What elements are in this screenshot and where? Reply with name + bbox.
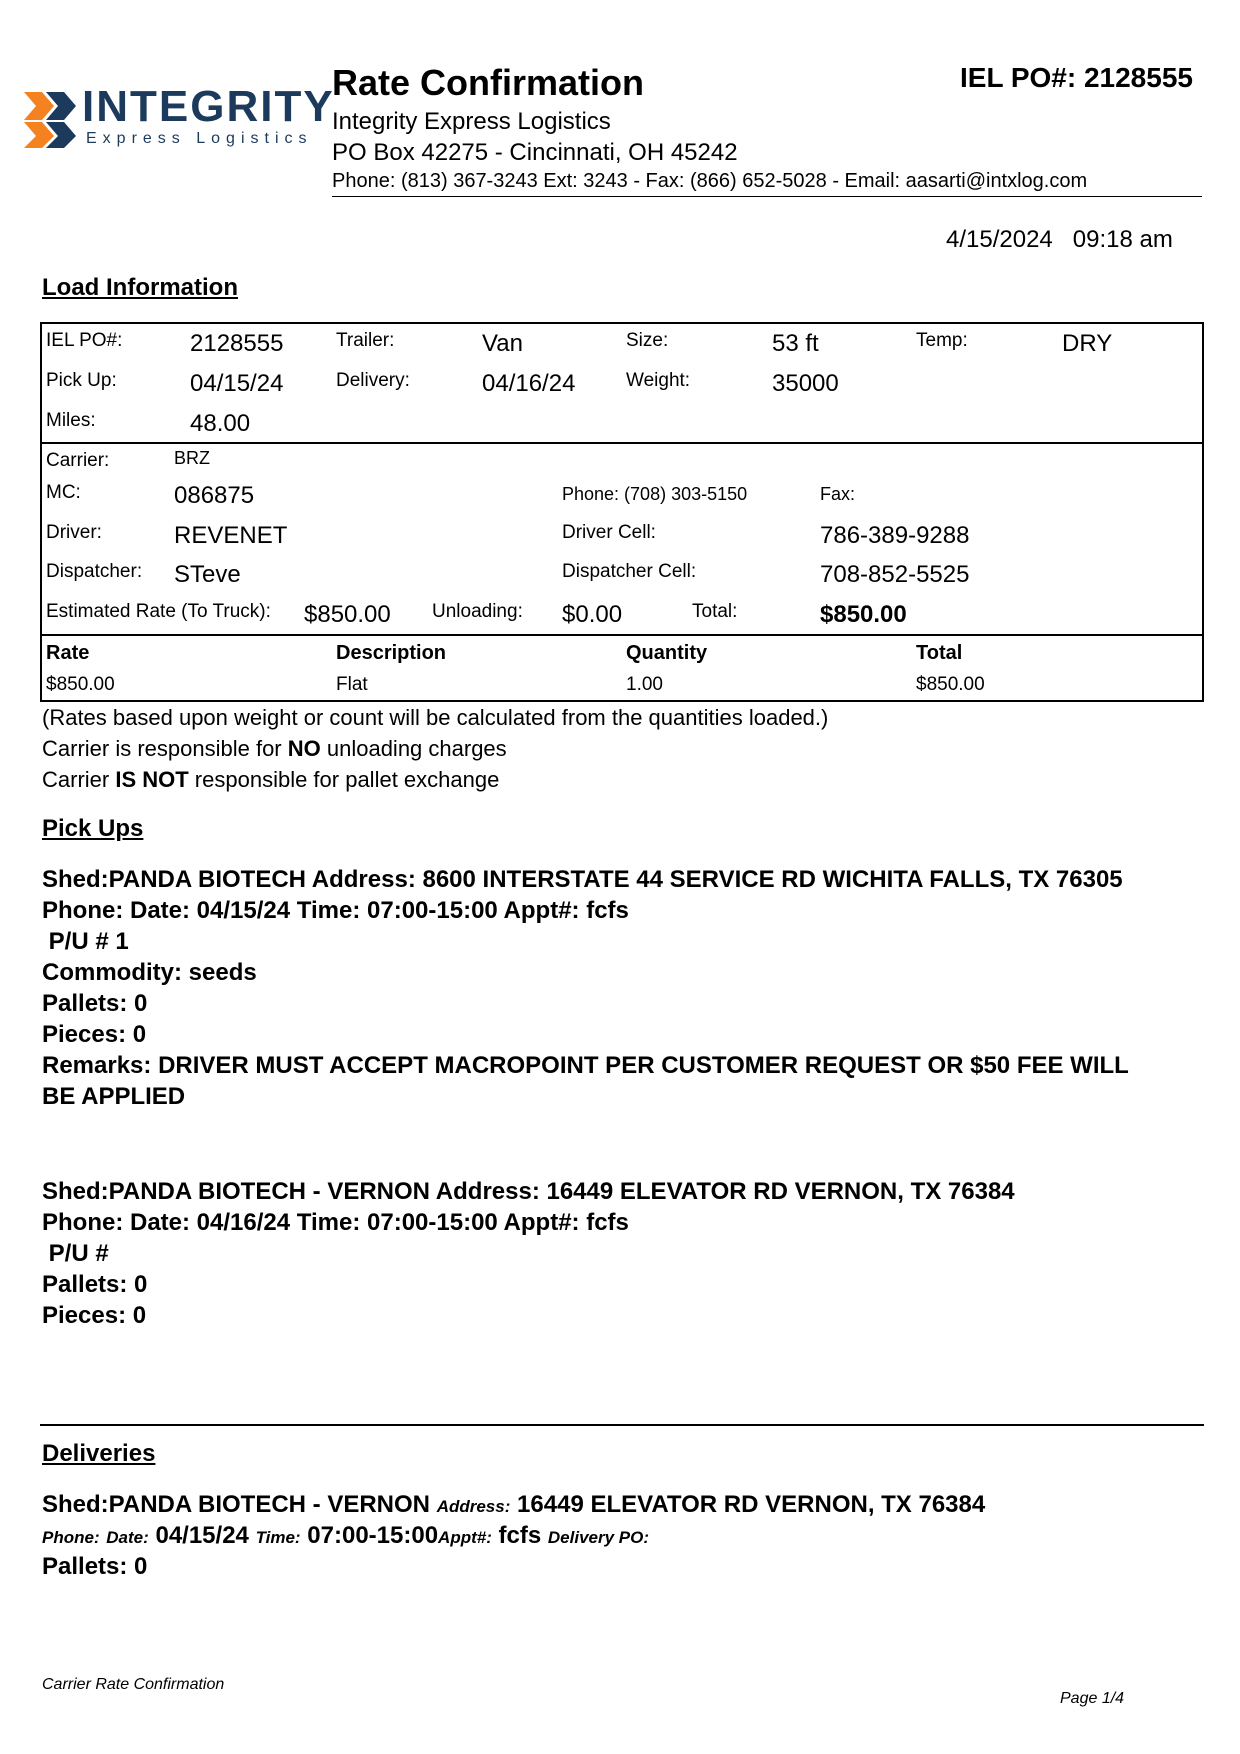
note-text: Carrier is responsible for	[42, 736, 288, 761]
unloading-label: Unloading:	[432, 601, 523, 622]
dispatcher-label: Dispatcher:	[46, 561, 143, 582]
pickups-heading: Pick Ups	[42, 815, 144, 842]
pickup2-pieces: Pieces: 0	[42, 1302, 147, 1329]
delivery-schedule-line	[42, 1522, 649, 1550]
rate-cell: $850.00	[46, 674, 115, 695]
rate-header-quantity: Quantity	[626, 642, 708, 664]
temp-value: DRY	[1062, 330, 1113, 357]
mc-label: MC:	[46, 482, 81, 503]
weight-label: Weight:	[626, 370, 691, 391]
delivery-address: 16449 ELEVATOR RD VERNON, TX 76384	[517, 1491, 986, 1518]
delivery-label: Delivery:	[336, 370, 410, 391]
pickup1-remarks: Remarks: DRIVER MUST ACCEPT MACROPOINT PER CUSTOMER REQUEST OR $50 FEE WILL	[42, 1052, 1129, 1079]
delivery-time: 07:00-15:00	[307, 1522, 439, 1549]
pickup1-remarks-cont: BE APPLIED	[42, 1083, 186, 1110]
trailer-label: Trailer:	[336, 330, 395, 351]
page-title: Rate Confirmation	[332, 62, 645, 103]
rate-header-rate: Rate	[46, 642, 90, 664]
delivery-po-label: Delivery PO:	[547, 1528, 650, 1547]
size-label: Size:	[626, 330, 669, 351]
est-rate-value: $850.00	[304, 601, 391, 628]
delivery-shed: Shed:PANDA BIOTECH - VERNON	[42, 1491, 431, 1518]
note-text: responsible for pallet exchange	[188, 767, 500, 792]
unloading-value: $0.00	[562, 601, 623, 628]
company-contact: Phone: (813) 367-3243 Ext: 3243 - Fax: (866) 652-5028 - Email: aasarti@intxlog.com	[332, 170, 1088, 192]
rate-header-total: Total	[916, 642, 963, 664]
total-label: Total:	[692, 601, 738, 622]
temp-label: Temp:	[916, 330, 968, 351]
pickup1-pieces: Pieces: 0	[42, 1021, 147, 1048]
divider-line	[40, 634, 1204, 636]
document-time: 09:18 am	[1072, 226, 1173, 253]
pallet-note	[42, 767, 499, 793]
pickup2-shed: Shed:PANDA BIOTECH - VERNON Address: 16449 ELEVATOR RD VERNON, TX 76384	[42, 1178, 1015, 1205]
driver-cell-label: Driver Cell:	[562, 522, 656, 543]
logo-wordmark: INTEGRITY	[82, 82, 335, 131]
delivery-appt-label: Appt#:	[438, 1528, 492, 1547]
header-po-number: IEL PO#: 2128555	[960, 62, 1193, 93]
miles-label: Miles:	[46, 410, 96, 431]
delivery-phone-label: Phone:	[42, 1528, 100, 1547]
document-date: 4/15/2024	[946, 226, 1053, 253]
note-text: unloading charges	[320, 736, 507, 761]
pickup1-shed: Shed:PANDA BIOTECH Address: 8600 INTERSTATE 44 SERVICE RD WICHITA FALLS, TX 76305	[42, 866, 1123, 893]
total-value: $850.00	[820, 601, 907, 628]
rate-cell: $850.00	[916, 674, 985, 695]
footer-title: Carrier Rate Confirmation	[42, 1676, 225, 1693]
logo-mark-icon	[24, 92, 80, 148]
pickup2-pu-number: P/U #	[42, 1240, 109, 1267]
miles-value: 48.00	[190, 410, 251, 437]
company-address: PO Box 42275 - Cincinnati, OH 45242	[332, 139, 738, 166]
rates-note: (Rates based upon weight or count will be calculated from the quantities loaded.)	[42, 705, 829, 730]
carrier-value: BRZ	[174, 448, 210, 468]
pickup2-schedule: Phone: Date: 04/16/24 Time: 07:00-15:00 Appt#: fcfs	[42, 1209, 629, 1236]
driver-cell-value: 786-389-9288	[820, 522, 970, 549]
note-emphasis: NO	[287, 736, 321, 761]
mc-value: 086875	[174, 482, 255, 509]
company-name: Integrity Express Logistics	[332, 108, 611, 135]
size-value: 53 ft	[772, 330, 819, 357]
est-rate-label: Estimated Rate (To Truck):	[46, 601, 271, 622]
page-number: Page 1/4	[1060, 1690, 1125, 1707]
delivery-date-label: Date:	[106, 1528, 149, 1547]
rate-cell: 1.00	[626, 674, 663, 695]
load-info-heading: Load Information	[42, 274, 238, 301]
pickup1-pu-number: P/U # 1	[42, 928, 129, 955]
section-divider	[40, 1424, 1204, 1426]
pickup1-schedule: Phone: Date: 04/15/24 Time: 07:00-15:00 Appt#: fcfs	[42, 897, 629, 924]
header-divider	[332, 196, 1202, 197]
dispatcher-cell-value: 708-852-5525	[820, 561, 970, 588]
rate-cell: Flat	[336, 674, 368, 695]
pickup-label: Pick Up:	[46, 370, 117, 391]
driver-label: Driver:	[46, 522, 102, 543]
delivery-appt: fcfs	[498, 1522, 542, 1549]
company-logo	[24, 82, 335, 152]
deliveries-heading: Deliveries	[42, 1440, 156, 1467]
delivery-address-label: Address:	[436, 1497, 511, 1516]
pickup-value: 04/15/24	[190, 370, 284, 397]
po-label: IEL PO#:	[46, 330, 123, 351]
logo-subtitle: Express Logistics	[86, 130, 313, 147]
note-emphasis: IS NOT	[115, 767, 189, 792]
delivery-date: 04/15/24	[155, 1522, 249, 1549]
pickup2-pallets: Pallets: 0	[42, 1271, 148, 1298]
carrier-phone: Phone: (708) 303-5150	[562, 484, 748, 504]
note-text: Carrier	[42, 767, 116, 792]
dispatcher-value: STeve	[174, 561, 241, 588]
rate-header-description: Description	[336, 642, 447, 664]
delivery-shed-line	[42, 1491, 985, 1519]
fax-label: Fax:	[820, 484, 856, 504]
carrier-label: Carrier:	[46, 450, 110, 471]
document-datetime	[946, 226, 1173, 254]
delivery-value: 04/16/24	[482, 370, 576, 397]
weight-value: 35000	[772, 370, 839, 397]
dispatcher-cell-label: Dispatcher Cell:	[562, 561, 697, 582]
delivery-time-label: Time:	[255, 1528, 301, 1547]
pickup1-pallets: Pallets: 0	[42, 990, 148, 1017]
unloading-note	[42, 736, 507, 762]
divider-line	[40, 442, 1204, 444]
trailer-value: Van	[482, 330, 523, 357]
po-value: 2128555	[190, 330, 284, 357]
driver-value: REVENET	[174, 522, 288, 549]
pickup1-commodity: Commodity: seeds	[42, 959, 257, 986]
delivery-pallets: Pallets: 0	[42, 1553, 148, 1580]
